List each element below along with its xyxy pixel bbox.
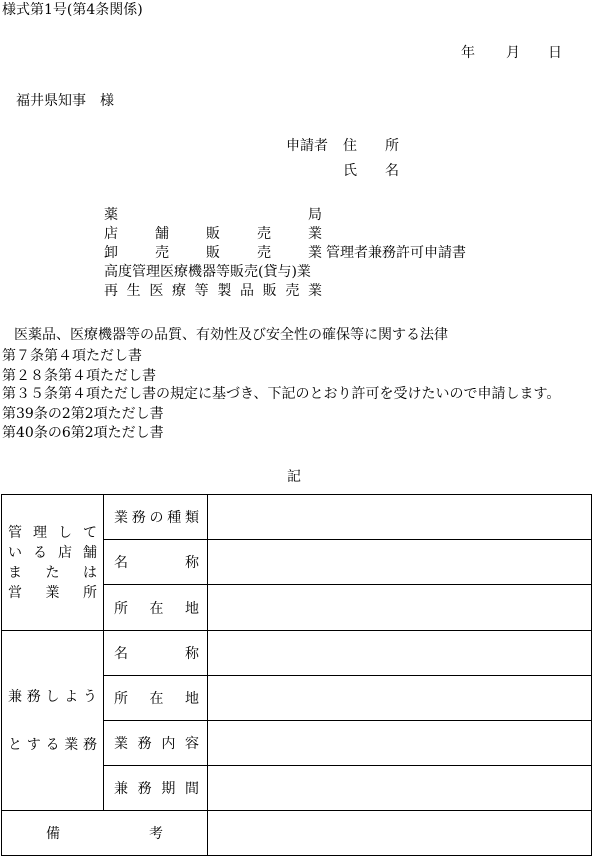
business-content-field[interactable] (208, 721, 592, 766)
form-number: 様式第1号(第4条関係) (2, 2, 143, 18)
group-label-line: いる店舗 (8, 544, 97, 561)
date-year-label: 年 (461, 45, 475, 61)
concurrent-business-group-label (2, 631, 104, 811)
law-clause: 第３５条第４項ただし書の規定に基づき、下記のとおり許可を受けたいので申請します。 (2, 386, 561, 402)
date-day-label: 日 (548, 45, 562, 61)
business-type-field[interactable] (208, 495, 592, 540)
address-label-b: 所 (385, 138, 399, 154)
row-label-business-content: 業務内容 (104, 721, 208, 766)
row-label-concurrent-address: 所在地 (104, 676, 208, 721)
group-label-line: とする業務 (8, 736, 97, 753)
row-label-business-type: 業務の種類 (104, 495, 208, 540)
concurrent-name-field[interactable] (208, 631, 592, 676)
concurrent-address-field[interactable] (208, 676, 592, 721)
group-label-line: 管理して (8, 524, 97, 541)
ki-heading: 記 (287, 469, 301, 485)
concurrent-period-field[interactable] (208, 766, 592, 811)
row-label-concurrent-name: 名称 (104, 631, 208, 676)
business-type-wholesale: 卸売販売業 (104, 245, 322, 261)
address-label-a: 住 (343, 138, 357, 154)
law-clause: 第40条の6第2項ただし書 (2, 425, 164, 441)
date-month-label: 月 (506, 45, 520, 61)
row-label-store-name: 名称 (104, 540, 208, 585)
row-label-concurrent-period: 兼務期間 (104, 766, 208, 811)
group-label-line: または (8, 564, 97, 581)
law-clause: 第39条の2第2項ただし書 (2, 406, 164, 422)
name-label-a: 氏 (343, 163, 357, 179)
business-type-pharmacy: 薬局 (104, 207, 322, 223)
business-type-store: 店舗販売業 (104, 226, 322, 242)
law-clause: 第７条第４項ただし書 (2, 348, 142, 364)
addressee: 福井県知事 様 (16, 93, 114, 109)
managed-store-group-label (2, 495, 104, 631)
name-label-b: 名 (385, 163, 399, 179)
group-label-line: 兼務しよう (8, 688, 97, 705)
row-label-store-address: 所在地 (104, 585, 208, 631)
store-name-field[interactable] (208, 540, 592, 585)
application-title: 管理者兼務許可申請書 (326, 245, 466, 261)
business-type-medical-device: 高度管理医療機器等販売(貸与)業 (104, 264, 311, 280)
remarks-field[interactable] (208, 811, 592, 856)
law-name: 医薬品、医療機器等の品質、有効性及び安全性の確保等に関する法律 (14, 327, 448, 343)
law-clause: 第２８条第４項ただし書 (2, 368, 156, 384)
store-address-field[interactable] (208, 585, 592, 631)
application-details-table (1, 494, 592, 856)
remarks-label: 備考 (2, 811, 208, 856)
applicant-label: 申請者 (286, 138, 328, 154)
business-type-regenerative: 再生医療等製品販売業 (104, 283, 322, 299)
group-label-line: 営業所 (8, 584, 97, 601)
